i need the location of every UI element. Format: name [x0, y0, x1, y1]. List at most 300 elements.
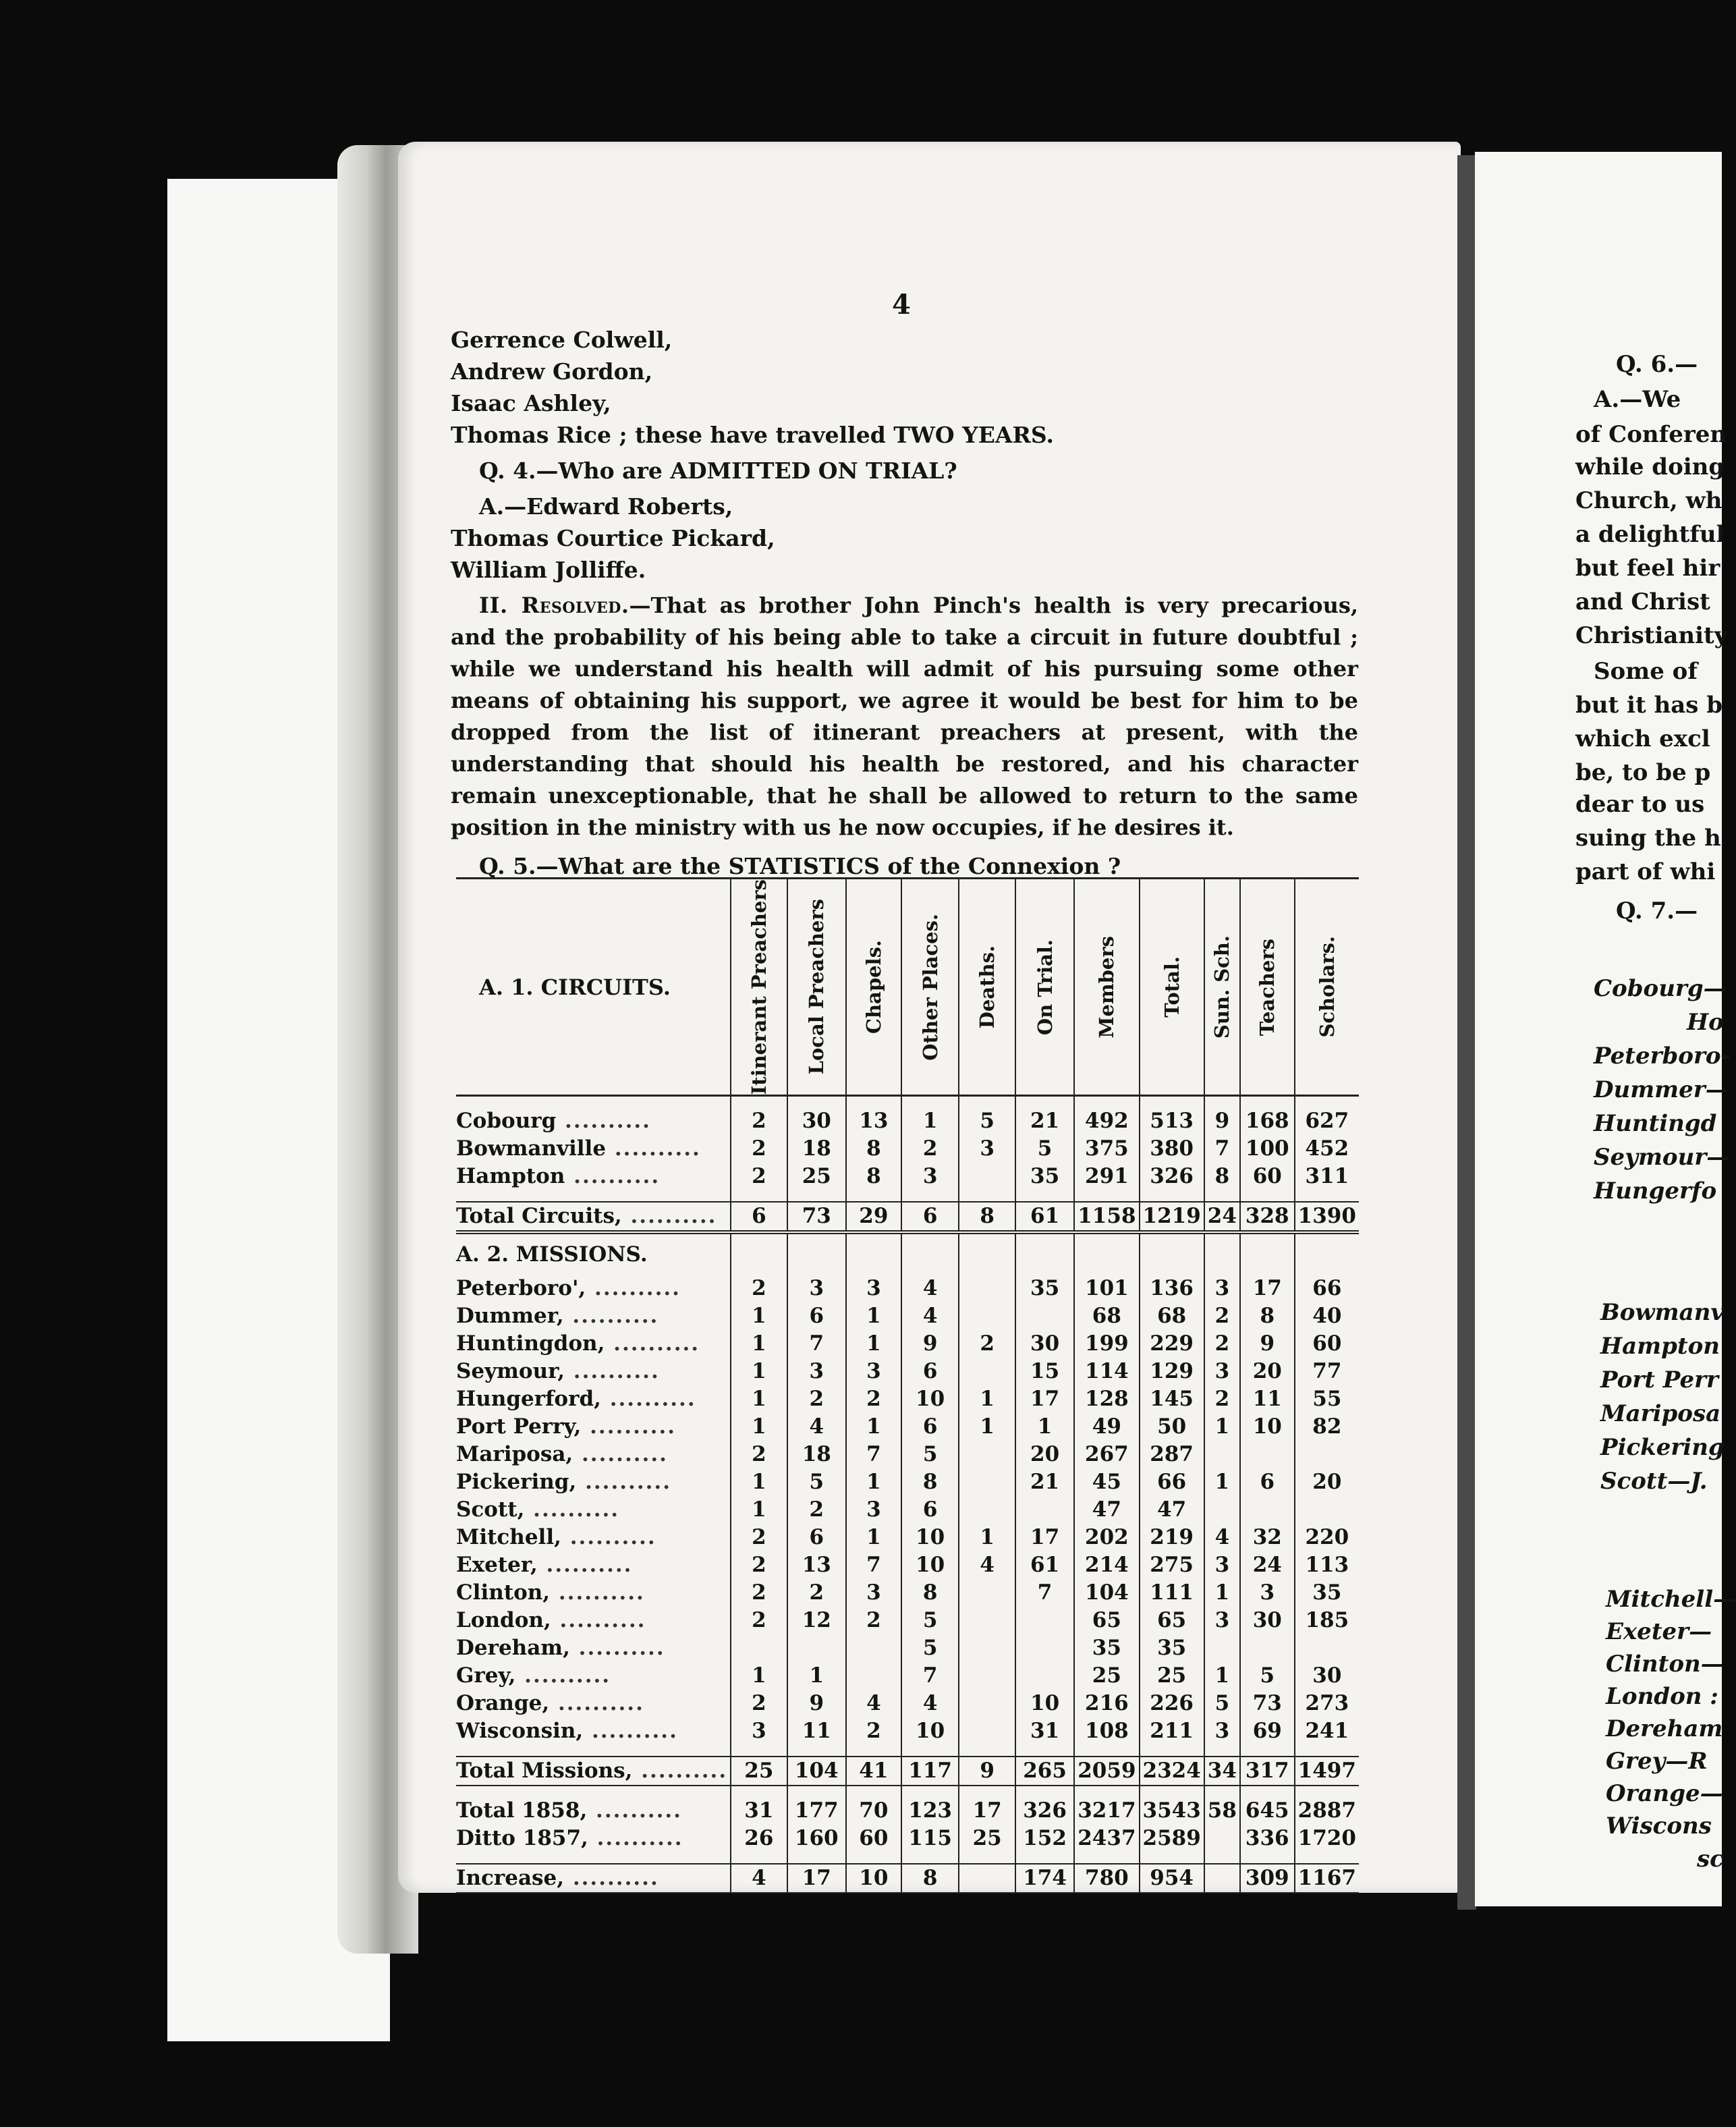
- table-cell: 29: [846, 1202, 901, 1232]
- table-cell: 15: [1015, 1358, 1074, 1385]
- right-page-italic-line: Cobourg—: [1594, 975, 1727, 1002]
- table-cell: 26: [731, 1825, 787, 1852]
- table-cell: [1295, 1496, 1359, 1524]
- right-page-italic-line: Hungerfo: [1594, 1178, 1717, 1205]
- table-cell: 4: [731, 1864, 787, 1893]
- table-cell: 8: [846, 1163, 901, 1190]
- table-cell: 6: [1240, 1468, 1295, 1496]
- table-cell: 5: [1240, 1662, 1295, 1690]
- table-cell: 117: [901, 1757, 959, 1786]
- table-cell: 25: [1074, 1662, 1139, 1690]
- table-cell: 68: [1074, 1302, 1139, 1330]
- table-cell: 219: [1140, 1524, 1204, 1551]
- row-label: Hungerford, ..........: [456, 1387, 696, 1412]
- intro-line: Isaac Ashley,: [451, 390, 611, 416]
- table-cell: 2: [731, 1607, 787, 1634]
- table-cell: 160: [787, 1825, 846, 1852]
- table-cell: 31: [731, 1797, 787, 1825]
- book-gutter: [1457, 155, 1476, 1910]
- table-header-row: [456, 879, 1359, 1096]
- table-row: [456, 1662, 1359, 1690]
- table-cell: 291: [1074, 1163, 1139, 1190]
- row-label: Wisconsin, ..........: [456, 1719, 678, 1744]
- table-cell: 2: [959, 1330, 1015, 1358]
- table-cell: 136: [1140, 1275, 1204, 1302]
- table-cell: 9: [787, 1690, 846, 1717]
- table-cell: 20: [1240, 1358, 1295, 1385]
- right-page-line: while doing: [1575, 453, 1725, 480]
- table-cell: [1015, 1662, 1074, 1690]
- table-cell: 380: [1140, 1135, 1204, 1163]
- table-cell: 1: [731, 1662, 787, 1690]
- table-cell: 5: [901, 1634, 959, 1662]
- table-cell: 145: [1140, 1385, 1204, 1413]
- table-cell: 3: [846, 1358, 901, 1385]
- table-cell: 60: [1295, 1330, 1359, 1358]
- q4-question: Q. 4.—Who are ADMITTED ON TRIAL?: [479, 458, 957, 484]
- table-cell: 66: [1140, 1468, 1204, 1496]
- table-cell: 8: [959, 1202, 1015, 1232]
- table-cell: [1240, 1496, 1295, 1524]
- table-cell: 1: [731, 1302, 787, 1330]
- table-cell: 73: [1240, 1690, 1295, 1717]
- right-page-italic-line: Dereham: [1606, 1715, 1723, 1742]
- table-row: [456, 1825, 1359, 1852]
- statistics-table: [456, 877, 1359, 1894]
- table-cell: [1015, 1496, 1074, 1524]
- table-cell: [1015, 1634, 1074, 1662]
- table-cell: 2: [787, 1579, 846, 1607]
- right-page-line: Some of: [1594, 658, 1698, 685]
- table-spacer: [456, 1096, 1359, 1108]
- table-cell: 5: [787, 1468, 846, 1496]
- column-header: Scholars.: [1295, 879, 1359, 1096]
- table-cell: 30: [787, 1107, 846, 1135]
- row-label: Ditto 1857, ..........: [456, 1826, 683, 1851]
- table-cell: 5: [1204, 1690, 1240, 1717]
- table-cell: 2589: [1140, 1825, 1204, 1852]
- table-cell: [1204, 1864, 1240, 1893]
- table-cell: 2: [901, 1135, 959, 1163]
- table-cell: 68: [1140, 1302, 1204, 1330]
- table-cell: 2: [846, 1607, 901, 1634]
- table-cell: 2: [731, 1441, 787, 1468]
- table-cell: 1: [1204, 1413, 1240, 1441]
- right-page-line: but feel hir: [1575, 555, 1720, 582]
- right-page-line: suing the h: [1575, 825, 1721, 852]
- table-cell: 10: [901, 1551, 959, 1579]
- table-cell: 1720: [1295, 1825, 1359, 1852]
- table-cell: 326: [1015, 1797, 1074, 1825]
- table-cell: 1: [731, 1358, 787, 1385]
- right-page-italic-line: Mitchell—: [1606, 1586, 1736, 1613]
- table-cell: 2: [787, 1385, 846, 1413]
- table-cell: [1240, 1441, 1295, 1468]
- table-cell: 2437: [1074, 1825, 1139, 1852]
- table-cell: 25: [787, 1163, 846, 1190]
- table-cell: [959, 1358, 1015, 1385]
- table-cell: 4: [901, 1690, 959, 1717]
- row-label: Total Circuits, ..........: [456, 1202, 731, 1232]
- table-cell: [846, 1662, 901, 1690]
- right-page-italic-line: Seymour—: [1594, 1144, 1730, 1171]
- column-header: Chapels.: [846, 879, 901, 1096]
- table-cell: 152: [1015, 1825, 1074, 1852]
- table-row: [456, 1524, 1359, 1551]
- table-cell: 265: [1015, 1757, 1074, 1786]
- table-cell: 7: [1015, 1579, 1074, 1607]
- table-cell: 108: [1074, 1717, 1139, 1745]
- table-cell: [959, 1607, 1015, 1634]
- table-cell: 6: [901, 1358, 959, 1385]
- table-cell: 2059: [1074, 1757, 1139, 1786]
- table-cell: 174: [1015, 1864, 1074, 1893]
- table-cell: 9: [959, 1757, 1015, 1786]
- row-label: Clinton, ..........: [456, 1580, 645, 1605]
- table-cell: 18: [787, 1135, 846, 1163]
- table-cell: 41: [846, 1757, 901, 1786]
- table-row: [456, 1717, 1359, 1745]
- table-cell: 211: [1140, 1717, 1204, 1745]
- table-cell: 4: [846, 1690, 901, 1717]
- table-cell: 1219: [1140, 1202, 1204, 1232]
- table-cell: [1295, 1634, 1359, 1662]
- table-row: [456, 1441, 1359, 1468]
- table-cell: 4: [959, 1551, 1015, 1579]
- table-cell: 3: [846, 1275, 901, 1302]
- table-cell: 35: [1015, 1275, 1074, 1302]
- table-cell: 30: [1295, 1662, 1359, 1690]
- table-cell: 2: [731, 1579, 787, 1607]
- table-spacer: [456, 1745, 1359, 1757]
- table-cell: 40: [1295, 1302, 1359, 1330]
- table-cell: [959, 1717, 1015, 1745]
- table-cell: [959, 1496, 1015, 1524]
- table-cell: 47: [1074, 1496, 1139, 1524]
- table-cell: 17: [787, 1864, 846, 1893]
- right-page-italic-line: Scott—J.: [1600, 1468, 1708, 1495]
- right-page-line: and Christ: [1575, 588, 1710, 615]
- intro-line: Thomas Rice ; these have travelled TWO YEARS.: [451, 422, 1055, 448]
- table-cell: 1: [959, 1524, 1015, 1551]
- table-cell: 2: [731, 1551, 787, 1579]
- row-label: Seymour, ..........: [456, 1359, 660, 1384]
- row-label: London, ..........: [456, 1608, 646, 1633]
- table-cell: 30: [1015, 1330, 1074, 1358]
- table-cell: 55: [1295, 1385, 1359, 1413]
- right-page-line: be, to be p: [1575, 759, 1711, 786]
- table-cell: [959, 1302, 1015, 1330]
- table-row: [456, 1468, 1359, 1496]
- right-page-line: Q. 6.—: [1616, 351, 1698, 378]
- row-label: Dereham, ..........: [456, 1636, 665, 1661]
- q4-answer-line: William Jolliffe.: [451, 557, 646, 583]
- table-cell: 627: [1295, 1107, 1359, 1135]
- table-cell: 24: [1204, 1202, 1240, 1232]
- right-page-line: A.—We: [1594, 386, 1681, 413]
- table-cell: 35: [1295, 1579, 1359, 1607]
- table-cell: 1: [846, 1524, 901, 1551]
- right-page-italic-line: Wiscons: [1606, 1813, 1712, 1840]
- table-cell: 513: [1140, 1107, 1204, 1135]
- table-cell: [1295, 1441, 1359, 1468]
- table-cell: [959, 1275, 1015, 1302]
- table-cell: 115: [901, 1825, 959, 1852]
- right-page-italic-line: Hampton: [1600, 1333, 1720, 1360]
- column-header: Other Places.: [901, 879, 959, 1096]
- row-label: Exeter, ..........: [456, 1553, 633, 1578]
- row-label: Cobourg ..........: [456, 1109, 651, 1134]
- section-header-row: [456, 1232, 1359, 1275]
- table-row: [456, 1690, 1359, 1717]
- right-page-italic-line: Bowmanv: [1600, 1299, 1725, 1326]
- table-row: [456, 1275, 1359, 1302]
- row-label: Bowmanville ..........: [456, 1136, 701, 1161]
- table-cell: 17: [1240, 1275, 1295, 1302]
- table-cell: 8: [901, 1468, 959, 1496]
- right-page-italic-line: Dummer—: [1594, 1076, 1729, 1103]
- table-cell: 1: [1204, 1662, 1240, 1690]
- table-cell: 7: [846, 1551, 901, 1579]
- table-cell: 123: [901, 1797, 959, 1825]
- table-cell: 6: [901, 1496, 959, 1524]
- section-label-missions: A. 2. MISSIONS.: [456, 1242, 648, 1267]
- table-cell: 2: [731, 1107, 787, 1135]
- table-cell: 82: [1295, 1413, 1359, 1441]
- q4-answer-first: A.—Edward Roberts,: [479, 493, 733, 520]
- table-cell: 49: [1074, 1413, 1139, 1441]
- table-cell: 3: [959, 1135, 1015, 1163]
- row-label: Mariposa, ..........: [456, 1442, 668, 1467]
- table-cell: 1: [1204, 1468, 1240, 1496]
- table-cell: 1: [731, 1413, 787, 1441]
- q5-question: Q. 5.—What are the STATISTICS of the Connexion ?: [479, 853, 1121, 879]
- intro-line: Andrew Gordon,: [451, 358, 653, 385]
- q4-answer-line: Thomas Courtice Pickard,: [451, 525, 775, 551]
- table-cell: 17: [1015, 1524, 1074, 1551]
- table-cell: 104: [787, 1757, 846, 1786]
- table-cell: 31: [1015, 1717, 1074, 1745]
- table-cell: 1: [846, 1330, 901, 1358]
- table-cell: 3: [1204, 1275, 1240, 1302]
- table-cell: 185: [1295, 1607, 1359, 1634]
- table-cell: [731, 1634, 787, 1662]
- right-page-italic-line: Mariposa: [1600, 1400, 1721, 1427]
- right-page-line: part of whi: [1575, 858, 1716, 885]
- table-row: [456, 1107, 1359, 1135]
- table-cell: 60: [1240, 1163, 1295, 1190]
- table-cell: 60: [846, 1825, 901, 1852]
- table-cell: 3: [787, 1358, 846, 1385]
- table-row: [456, 1302, 1359, 1330]
- table-cell: 8: [901, 1864, 959, 1893]
- resolved-text: —That as brother John Pinch's health is very precarious, and the probability of his being able to take a circuit in future doubtful ; while we understand his health will admit of his pursuing some other means of obtaining his support, we agree it would be best for him to be dropped from the list of itinerant preachers at present, with the understanding that should his health be restored, and his character remain unexceptionable, that he shall be allowed to return to the same position in the ministry with us he now occupies, if he desires it.: [451, 592, 1358, 840]
- column-header: Deaths.: [959, 879, 1015, 1096]
- table-cell: 6: [787, 1302, 846, 1330]
- table-cell: 35: [1074, 1634, 1139, 1662]
- table-cell: 229: [1140, 1330, 1204, 1358]
- table-cell: 25: [959, 1825, 1015, 1852]
- table-cell: 328: [1240, 1202, 1295, 1232]
- table-cell: 273: [1295, 1690, 1359, 1717]
- table-cell: 177: [787, 1797, 846, 1825]
- table-cell: 2: [731, 1135, 787, 1163]
- table-cell: 25: [731, 1757, 787, 1786]
- right-page-line: a delightful: [1575, 521, 1725, 548]
- table-cell: 1: [959, 1385, 1015, 1413]
- right-page-line: but it has b: [1575, 692, 1723, 719]
- table-spacer: [456, 1852, 1359, 1864]
- table-row: [456, 1579, 1359, 1607]
- table-cell: 452: [1295, 1135, 1359, 1163]
- table-cell: [959, 1163, 1015, 1190]
- table-cell: 6: [901, 1202, 959, 1232]
- row-label: Increase, ..........: [456, 1864, 731, 1893]
- table-cell: 492: [1074, 1107, 1139, 1135]
- table-cell: [959, 1468, 1015, 1496]
- table-cell: 20: [1295, 1468, 1359, 1496]
- table-cell: 25: [1140, 1662, 1204, 1690]
- table-cell: 2: [731, 1690, 787, 1717]
- column-header: Total.: [1140, 879, 1204, 1096]
- table-cell: 9: [901, 1330, 959, 1358]
- table-cell: 5: [959, 1107, 1015, 1135]
- table-cell: 6: [787, 1524, 846, 1551]
- table-cell: 3: [1204, 1717, 1240, 1745]
- table-cell: 21: [1015, 1468, 1074, 1496]
- table-cell: 24: [1240, 1551, 1295, 1579]
- table-row: [456, 1163, 1359, 1190]
- table-cell: 4: [901, 1302, 959, 1330]
- right-page-italic-line: Clinton—: [1606, 1651, 1724, 1678]
- table-cell: 3: [846, 1496, 901, 1524]
- resolved-label: II. Resolved.: [479, 592, 629, 618]
- table-cell: 2: [1204, 1302, 1240, 1330]
- table-row: [456, 1385, 1359, 1413]
- row-label: Scott, ..........: [456, 1497, 620, 1522]
- table-row: [456, 1330, 1359, 1358]
- column-header: Sun. Sch.: [1204, 879, 1240, 1096]
- table-cell: 114: [1074, 1358, 1139, 1385]
- table-cell: 10: [901, 1385, 959, 1413]
- table-cell: 35: [1015, 1163, 1074, 1190]
- right-page-italic-line: Grey—R: [1606, 1748, 1708, 1775]
- table-cell: 20: [1015, 1441, 1074, 1468]
- table-cell: [959, 1864, 1015, 1893]
- right-page-line: Q. 7.—: [1616, 897, 1698, 924]
- table-cell: 375: [1074, 1135, 1139, 1163]
- table-cell: 66: [1295, 1275, 1359, 1302]
- table-row: [456, 1864, 1359, 1893]
- table-cell: 10: [846, 1864, 901, 1893]
- table-cell: 1167: [1295, 1864, 1359, 1893]
- table-cell: 13: [846, 1107, 901, 1135]
- right-page-line: dear to us: [1575, 791, 1705, 818]
- table-cell: 30: [1240, 1607, 1295, 1634]
- table-row: [456, 1797, 1359, 1825]
- table-cell: [1204, 1634, 1240, 1662]
- row-label: Pickering, ..........: [456, 1470, 671, 1495]
- table-cell: [959, 1690, 1015, 1717]
- table-cell: 45: [1074, 1468, 1139, 1496]
- table-cell: [846, 1634, 901, 1662]
- table-cell: 128: [1074, 1385, 1139, 1413]
- table-cell: 3: [846, 1579, 901, 1607]
- table-cell: 1: [731, 1330, 787, 1358]
- page-number: 4: [892, 289, 911, 321]
- table-cell: 241: [1295, 1717, 1359, 1745]
- table-cell: 6: [901, 1413, 959, 1441]
- table-cell: [959, 1579, 1015, 1607]
- table-cell: 9: [1204, 1107, 1240, 1135]
- table-cell: 214: [1074, 1551, 1139, 1579]
- table-row: [456, 1135, 1359, 1163]
- table-cell: 10: [1240, 1413, 1295, 1441]
- table-cell: 11: [787, 1717, 846, 1745]
- table-cell: 58: [1204, 1797, 1240, 1825]
- table-cell: 2: [731, 1163, 787, 1190]
- table-cell: 61: [1015, 1202, 1074, 1232]
- table-cell: 5: [901, 1441, 959, 1468]
- row-label: Total 1858, ..........: [456, 1798, 682, 1823]
- table-cell: [787, 1634, 846, 1662]
- intro-line: Gerrence Colwell,: [451, 327, 673, 353]
- table-cell: 5: [1015, 1135, 1074, 1163]
- table-cell: 267: [1074, 1441, 1139, 1468]
- table-cell: 4: [1204, 1524, 1240, 1551]
- table-cell: [959, 1634, 1015, 1662]
- table-cell: [1015, 1302, 1074, 1330]
- table-cell: 69: [1240, 1717, 1295, 1745]
- table-cell: 1: [846, 1413, 901, 1441]
- right-page-italic-line: Peterboro-: [1594, 1043, 1731, 1070]
- table-cell: 336: [1240, 1825, 1295, 1852]
- table-cell: [1204, 1441, 1240, 1468]
- table-cell: 1: [959, 1413, 1015, 1441]
- table-cell: 3: [1240, 1579, 1295, 1607]
- table-cell: 3: [1204, 1551, 1240, 1579]
- table-cell: 1: [901, 1107, 959, 1135]
- right-page-italic-line: Ho: [1687, 1009, 1724, 1036]
- table-cell: 220: [1295, 1524, 1359, 1551]
- table-cell: 61: [1015, 1551, 1074, 1579]
- table-cell: 202: [1074, 1524, 1139, 1551]
- table-cell: 3217: [1074, 1797, 1139, 1825]
- table-cell: 10: [901, 1717, 959, 1745]
- table-cell: 3: [731, 1717, 787, 1745]
- table-cell: 34: [1204, 1757, 1240, 1786]
- table-cell: 7: [1204, 1135, 1240, 1163]
- column-header: Teachers: [1240, 879, 1295, 1096]
- section-label-circuits: A. 1. CIRCUITS.: [479, 974, 671, 1000]
- table-cell: 2: [1204, 1385, 1240, 1413]
- table-cell: 65: [1140, 1607, 1204, 1634]
- table-cell: 2: [846, 1717, 901, 1745]
- table-cell: 12: [787, 1607, 846, 1634]
- table-cell: 50: [1140, 1413, 1204, 1441]
- row-label: Mitchell, ..........: [456, 1525, 656, 1550]
- table-cell: 4: [901, 1275, 959, 1302]
- table-cell: 3: [901, 1163, 959, 1190]
- row-label: Hampton ..........: [456, 1164, 661, 1189]
- table-cell: 1: [731, 1385, 787, 1413]
- table-cell: 113: [1295, 1551, 1359, 1579]
- table-cell: 2: [846, 1385, 901, 1413]
- row-label: Port Perry, ..........: [456, 1414, 677, 1439]
- table-cell: 275: [1140, 1551, 1204, 1579]
- table-cell: [959, 1441, 1015, 1468]
- right-page-italic-line: Exeter—: [1606, 1618, 1712, 1645]
